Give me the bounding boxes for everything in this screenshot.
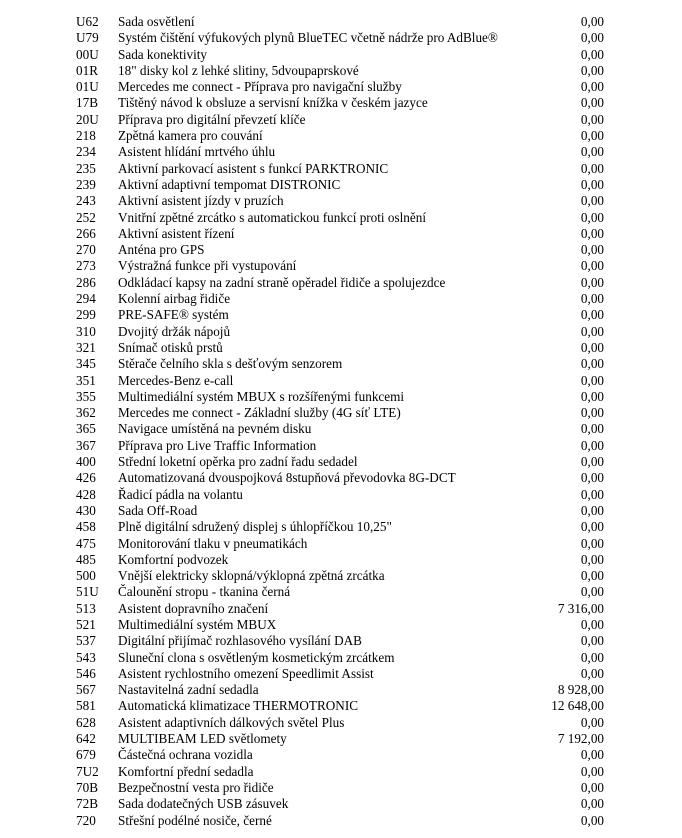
option-row — [0, 617, 682, 633]
option-price: 0,00 — [580, 372, 604, 388]
option-row — [0, 373, 682, 389]
option-code: 513 — [76, 600, 96, 616]
option-price: 0,00 — [580, 95, 604, 111]
option-row — [0, 568, 682, 584]
option-code: 273 — [76, 258, 96, 274]
option-price: 0,00 — [580, 111, 604, 127]
option-row — [0, 666, 682, 682]
option-code: 01R — [76, 62, 98, 78]
option-row — [0, 715, 682, 731]
option-code: 345 — [76, 356, 96, 372]
option-code: 430 — [76, 502, 96, 518]
option-price: 0,00 — [580, 323, 604, 339]
option-code: 720 — [76, 812, 96, 828]
option-price: 0,00 — [580, 79, 604, 95]
option-row — [0, 503, 682, 519]
option-price: 0,00 — [580, 486, 604, 502]
option-code: 362 — [76, 405, 96, 421]
option-description: Monitorování tlaku v pneumatikách — [118, 535, 308, 551]
option-description: Asistent dopravního značení — [118, 600, 269, 616]
options-list — [0, 14, 682, 829]
option-code: 321 — [76, 339, 96, 355]
option-description: Mercedes-Benz e-call — [118, 372, 234, 388]
option-row — [0, 79, 682, 95]
option-description: Digitální přijímač rozhlasového vysílání DAB — [118, 633, 362, 649]
option-description: Sada dodatečných USB zásuvek — [118, 796, 289, 812]
option-price: 0,00 — [580, 633, 604, 649]
option-description: Automatická klimatizace THERMOTRONIC — [118, 698, 359, 714]
option-row — [0, 389, 682, 405]
option-row — [0, 584, 682, 600]
option-price: 0,00 — [580, 584, 604, 600]
option-code: 01U — [76, 79, 99, 95]
option-price: 0,00 — [580, 128, 604, 144]
option-description: Aktivní asistent jízdy v pruzích — [118, 193, 284, 209]
option-code: 51U — [76, 584, 99, 600]
option-row — [0, 291, 682, 307]
option-description: Výstražná funkce při vystupování — [118, 258, 297, 274]
option-description: Příprava pro Live Traffic Information — [118, 437, 317, 453]
option-description: Multimediální systém MBUX — [118, 616, 277, 632]
option-row — [0, 780, 682, 796]
option-row — [0, 796, 682, 812]
option-price: 0,00 — [580, 649, 604, 665]
option-code: 485 — [76, 551, 96, 567]
option-row — [0, 193, 682, 209]
option-description: Komfortní podvozek — [118, 551, 229, 567]
option-code: 351 — [76, 372, 96, 388]
option-code: 310 — [76, 323, 96, 339]
option-code: 252 — [76, 209, 96, 225]
option-code: 628 — [76, 714, 96, 730]
option-description: Řadicí pádla na volantu — [118, 486, 243, 502]
option-price: 0,00 — [580, 388, 604, 404]
option-row — [0, 698, 682, 714]
option-row — [0, 226, 682, 242]
option-row — [0, 324, 682, 340]
option-row — [0, 650, 682, 666]
option-description: Tištěný návod k obsluze a servisní knížka v českém jazyce — [118, 95, 428, 111]
option-price: 0,00 — [580, 30, 604, 46]
option-price: 0,00 — [580, 747, 604, 763]
option-code: U62 — [76, 14, 99, 29]
option-price: 0,00 — [580, 568, 604, 584]
option-price: 0,00 — [580, 176, 604, 192]
option-row — [0, 421, 682, 437]
option-code: 642 — [76, 731, 96, 747]
option-price: 0,00 — [580, 470, 604, 486]
option-price: 0,00 — [580, 551, 604, 567]
option-price: 0,00 — [580, 291, 604, 307]
option-description: Nastavitelná zadní sedadla — [118, 682, 259, 698]
option-description: Asistent hlídání mrtvého úhlu — [118, 144, 276, 160]
option-description: Sada Off-Road — [118, 502, 198, 518]
option-code: 00U — [76, 46, 99, 62]
option-description: Mercedes me connect - Základní služby (4G síť LTE) — [118, 405, 401, 421]
option-price: 0,00 — [580, 209, 604, 225]
option-row — [0, 307, 682, 323]
option-description: Snímač otisků prstů — [118, 339, 223, 355]
option-description: Aktivní adaptivní tempomat DISTRONIC — [118, 176, 341, 192]
option-description: Bezpečnostní vesta pro řidiče — [118, 779, 274, 795]
option-code: 428 — [76, 486, 96, 502]
option-code: 266 — [76, 225, 96, 241]
option-code: 72B — [76, 796, 98, 812]
option-price: 0,00 — [580, 519, 604, 535]
option-description: Anténa pro GPS — [118, 242, 205, 258]
option-description: Aktivní parkovací asistent s funkcí PARKTRONIC — [118, 160, 389, 176]
option-description: Komfortní přední sedadla — [118, 763, 254, 779]
option-description: Navigace umístěná na pevném disku — [118, 421, 312, 437]
option-row — [0, 519, 682, 535]
option-description: 18" disky kol z lehké slitiny, 5dvoupaprskové — [118, 62, 359, 78]
option-price: 0,00 — [580, 307, 604, 323]
option-row — [0, 340, 682, 356]
option-row — [0, 63, 682, 79]
option-row — [0, 747, 682, 763]
option-price: 0,00 — [580, 274, 604, 290]
option-description: Zpětná kamera pro couvání — [118, 128, 263, 144]
option-price: 0,00 — [580, 160, 604, 176]
option-code: 400 — [76, 454, 96, 470]
option-row — [0, 144, 682, 160]
option-code: 365 — [76, 421, 96, 437]
option-code: 294 — [76, 291, 96, 307]
option-description: Odkládací kapsy na zadní straně opěradel řidiče a spolujezdce — [118, 274, 446, 290]
option-row — [0, 47, 682, 63]
option-row — [0, 487, 682, 503]
option-code: U79 — [76, 30, 99, 46]
option-row — [0, 438, 682, 454]
option-price: 0,00 — [580, 14, 604, 29]
option-price: 0,00 — [580, 665, 604, 681]
option-price: 0,00 — [580, 242, 604, 258]
option-code: 20U — [76, 111, 99, 127]
option-description: Vnitřní zpětné zrcátko s automatickou funkcí proti oslnění — [118, 209, 426, 225]
option-row — [0, 95, 682, 111]
option-code: 567 — [76, 682, 96, 698]
option-code: 426 — [76, 470, 96, 486]
option-description: PRE-SAFE® systém — [118, 307, 229, 323]
option-price: 0,00 — [580, 405, 604, 421]
option-description: Střední loketní opěrka pro zadní řadu sedadel — [118, 454, 358, 470]
option-description: Plně digitální sdružený displej s úhlopříčkou 10,25" — [118, 519, 392, 535]
option-description: MULTIBEAM LED světlomety — [118, 731, 287, 747]
option-code: 679 — [76, 747, 96, 763]
option-description: Sada osvětlení — [118, 14, 195, 29]
option-description: Asistent rychlostního omezení Speedlimit Assist — [118, 665, 374, 681]
option-code: 70B — [76, 779, 98, 795]
option-price: 0,00 — [580, 502, 604, 518]
option-price: 7 316,00 — [557, 600, 604, 616]
option-description: Multimediální systém MBUX s rozšířenými funkcemi — [118, 388, 405, 404]
option-price: 0,00 — [580, 193, 604, 209]
option-row — [0, 813, 682, 829]
option-price: 0,00 — [580, 812, 604, 828]
option-price: 0,00 — [580, 796, 604, 812]
option-row — [0, 258, 682, 274]
option-row — [0, 177, 682, 193]
option-code: 355 — [76, 388, 96, 404]
option-row — [0, 682, 682, 698]
option-price: 12 648,00 — [551, 698, 604, 714]
option-code: 458 — [76, 519, 96, 535]
option-row — [0, 601, 682, 617]
option-code: 243 — [76, 193, 96, 209]
option-code: 521 — [76, 616, 96, 632]
option-code: 286 — [76, 274, 96, 290]
option-row — [0, 633, 682, 649]
option-description: Dvojitý držák nápojů — [118, 323, 231, 339]
option-price: 0,00 — [580, 763, 604, 779]
option-code: 235 — [76, 160, 96, 176]
option-price: 0,00 — [580, 258, 604, 274]
option-description: Asistent adaptivních dálkových světel Plus — [118, 714, 345, 730]
option-description: Aktivní asistent řízení — [118, 225, 235, 241]
option-row — [0, 14, 682, 30]
option-code: 239 — [76, 176, 96, 192]
option-code: 543 — [76, 649, 96, 665]
option-description: Stěrače čelního skla s dešťovým senzorem — [118, 356, 343, 372]
option-row — [0, 731, 682, 747]
option-code: 581 — [76, 698, 96, 714]
option-row — [0, 764, 682, 780]
option-code: 234 — [76, 144, 96, 160]
option-code: 546 — [76, 665, 96, 681]
option-price: 0,00 — [580, 339, 604, 355]
option-description: Částečná ochrana vozidla — [118, 747, 253, 763]
option-description: Vnější elektricky sklopná/výklopná zpětná zrcátka — [118, 568, 385, 584]
option-price: 0,00 — [580, 62, 604, 78]
option-description: Systém čištění výfukových plynů BlueTEC včetně nádrže pro AdBlue® — [118, 30, 498, 46]
option-price: 0,00 — [580, 535, 604, 551]
option-description: Sluneční clona s osvětleným kosmetickým zrcátkem — [118, 649, 395, 665]
option-price: 0,00 — [580, 779, 604, 795]
option-code: 17B — [76, 95, 98, 111]
option-code: 500 — [76, 568, 96, 584]
option-row — [0, 356, 682, 372]
option-price: 0,00 — [580, 225, 604, 241]
option-price: 0,00 — [580, 437, 604, 453]
option-row — [0, 242, 682, 258]
option-code: 367 — [76, 437, 96, 453]
option-description: Čalounění stropu - tkanina černá — [118, 584, 291, 600]
option-description: Kolenní airbag řidiče — [118, 291, 231, 307]
option-description: Sada konektivity — [118, 46, 208, 62]
option-price: 0,00 — [580, 46, 604, 62]
option-code: 270 — [76, 242, 96, 258]
option-row — [0, 161, 682, 177]
option-row — [0, 405, 682, 421]
option-row — [0, 470, 682, 486]
option-row — [0, 30, 682, 46]
option-row — [0, 112, 682, 128]
option-price: 0,00 — [580, 144, 604, 160]
option-row — [0, 275, 682, 291]
option-row — [0, 536, 682, 552]
option-code: 299 — [76, 307, 96, 323]
option-price: 0,00 — [580, 454, 604, 470]
option-code: 475 — [76, 535, 96, 551]
option-price: 0,00 — [580, 714, 604, 730]
option-price: 0,00 — [580, 616, 604, 632]
option-row — [0, 552, 682, 568]
option-price: 8 928,00 — [557, 682, 604, 698]
option-row — [0, 210, 682, 226]
option-code: 537 — [76, 633, 96, 649]
option-code: 7U2 — [76, 763, 99, 779]
option-row — [0, 128, 682, 144]
option-description: Mercedes me connect - Příprava pro navigační služby — [118, 79, 402, 95]
option-row — [0, 454, 682, 470]
option-description: Automatizovaná dvouspojková 8stupňová převodovka 8G-DCT — [118, 470, 456, 486]
option-price: 0,00 — [580, 421, 604, 437]
option-description: Střešní podélné nosiče, černé — [118, 812, 272, 828]
option-code: 218 — [76, 128, 96, 144]
option-description: Příprava pro digitální převzetí klíče — [118, 111, 306, 127]
option-price: 0,00 — [580, 356, 604, 372]
option-price: 7 192,00 — [557, 731, 604, 747]
